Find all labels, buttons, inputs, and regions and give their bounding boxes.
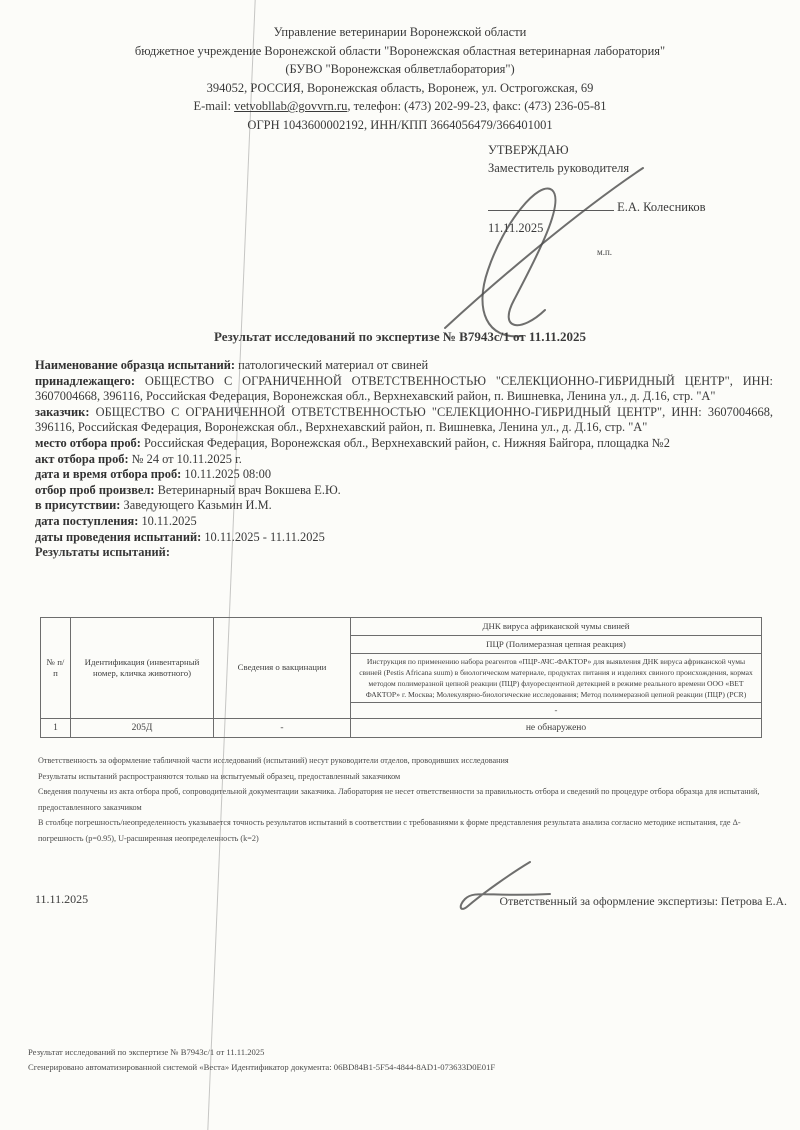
- detail-owner: принадлежащего: ОБЩЕСТВО С ОГРАНИЧЕННОЙ ОТВЕТСТВЕННОСТЬЮ "СЕЛЕКЦИОННО-ГИБРИДНЫЙ ЦЕНТР", ИНН: 3607004668, 396116, Российская Федерация, Воронежская обл., Верхнехавский район, п. Вишневка, Ленина ул., д. Д.16, стр. "А": [35, 373, 773, 404]
- detail-sampling-place: место отбора проб: Российская Федерация, Воронежская обл., Верхнехавский район, с. Нижняя Байгора, площадка №2: [35, 435, 670, 450]
- note-sampling-info: Сведения получены из акта отбора проб, сопроводительной документации заказчика. Лаборатория не несет ответственности за правильность отбора и сведений по процедуре отбора образца для испытаний, предоставленного заказчиком: [38, 787, 760, 812]
- table-row: [41, 719, 762, 738]
- results-section-label: Результаты испытаний:: [35, 545, 170, 560]
- detail-witness: в присутствии: Заведующего Казьмин И.М.: [35, 498, 272, 513]
- org-department: Управление ветеринарии Воронежской области: [273, 25, 527, 39]
- results-table: [40, 617, 762, 738]
- letterhead: [0, 23, 800, 135]
- note-scope: Результаты испытаний распространяются только на испытуемый образец, предоставленный заказчиком: [38, 771, 401, 781]
- org-name: бюджетное учреждение Воронежской области "Воронежская областная ветеринарная лаборатория": [134, 43, 666, 58]
- disclaimer-notes: [38, 753, 765, 846]
- approver-name: Е.А. Колесников: [617, 200, 706, 214]
- phone-fax: , телефон: (473) 202-99-23, факс: (473) 236-05-81: [347, 99, 607, 114]
- footer-generator-id: Сгенерировано автоматизированной системой «Веста» Идентификатор документа: 06BD84B1-5F54-4844-8AD1-073633D0E01F: [28, 1062, 496, 1072]
- approver-position: Заместитель руководителя: [488, 161, 630, 175]
- stamp-placeholder: м.п.: [597, 247, 613, 257]
- detail-sampling-act: акт отбора проб: № 24 от 10.11.2025 г.: [35, 451, 242, 466]
- detail-sampler: отбор проб произвел: Ветеринарный врач Вокшева Е.Ю.: [35, 482, 341, 497]
- paper-fold-line: [207, 0, 257, 1130]
- details-block: [35, 358, 773, 561]
- detail-customer: заказчик: ОБЩЕСТВО С ОГРАНИЧЕННОЙ ОТВЕТСТВЕННОСТЬЮ "СЕЛЕКЦИОННО-ГИБРИДНЫЙ ЦЕНТР", ИНН: 3607004668, 396116, Российская Федерация, Воронежская обл., Верхнехавский район, п. Вишневка, Ленина ул., д. Д.16, стр. "А": [35, 404, 773, 435]
- spacer-cell: -: [351, 703, 762, 719]
- cell-identification: 205Д: [71, 719, 214, 738]
- examiner-signoff: Ответственный за оформление экспертизы: Петрова Е.А.: [499, 894, 787, 908]
- email-link[interactable]: vetvobllab@govvrn.ru: [234, 99, 348, 114]
- org-address: 394052, РОССИЯ, Воронежская область, Воронеж, ул. Острогожская, 69: [206, 80, 594, 95]
- note-uncertainty: В столбце погрешность/неопределенность указывается точность результатов испытаний в соответствии с требованиями к форме представления результата анализа согласно методике испытания, где Δ-погрешность (p=0.95), U-расширенная неопределенность (k=2): [38, 818, 741, 843]
- col-header-num: № п/п: [41, 618, 71, 719]
- cell-vaccination: -: [214, 719, 351, 738]
- footer-expertise-ref: Результат исследований по экспертизе № В7943с/1 от 11.11.2025: [28, 1047, 265, 1057]
- org-ogrn-inn: ОГРН 1043600002192, ИНН/КПП 3664056479/366401001: [247, 117, 553, 132]
- document-title: Результат исследований по экспертизе № В7943с/1 от 11.11.2025: [214, 329, 586, 344]
- email-label: E-mail:: [193, 99, 231, 114]
- analyte-header: ДНК вируса африканской чумы свиней: [351, 618, 762, 636]
- approval-date: 11.11.2025: [488, 221, 544, 235]
- method-header: ПЦР (Полимеразная цепная реакция): [351, 636, 762, 654]
- detail-sampling-datetime: дата и время отбора проб: 10.11.2025 08:00: [35, 467, 272, 482]
- method-detail-header: Инструкция по применению набора реагентов «ПЦР-АЧС-ФАКТОР» для выявления ДНК вируса африканской чумы свиней (Pestis Africana suum) в биологическом материале, продуктах питания и изделиях свиного происхождения, кормах методом полимеразной цепной реакции (ПЦР) флуоресцентной детекцией в режиме реального времени ООО «ВЕТ ФАКТОР» г. Москва; Молекулярно-биологические исследования; Метод полимеразной цепной реакции (ПЦР) (PCR): [351, 654, 762, 703]
- detail-sample-name: Наименование образца испытаний: патологический материал от свиней: [35, 358, 429, 372]
- org-short-name: (БУВО "Воронежская облветлаборатория"): [285, 62, 515, 77]
- cell-num: 1: [41, 719, 71, 738]
- document-footer: [28, 1045, 495, 1075]
- note-responsibility: Ответственность за оформление табличной части исследований (испытаний) несут руководители отделов, проводивших исследования: [38, 756, 509, 765]
- cell-result: не обнаружено: [351, 719, 762, 738]
- col-header-vaccination: Сведения о вакцинации: [214, 618, 351, 719]
- detail-receipt-date: дата поступления: 10.11.2025: [35, 513, 197, 528]
- handwritten-signature-icon: [427, 160, 657, 340]
- signoff-date: 11.11.2025: [35, 892, 89, 906]
- detail-test-dates: даты проведения испытаний: 10.11.2025 - 11.11.2025: [35, 529, 325, 544]
- col-header-identification: Идентификация (инвентарный номер, кличка животного): [71, 618, 214, 719]
- org-contacts-line: [0, 97, 800, 116]
- approval-heading: УТВЕРЖДАЮ: [488, 143, 569, 157]
